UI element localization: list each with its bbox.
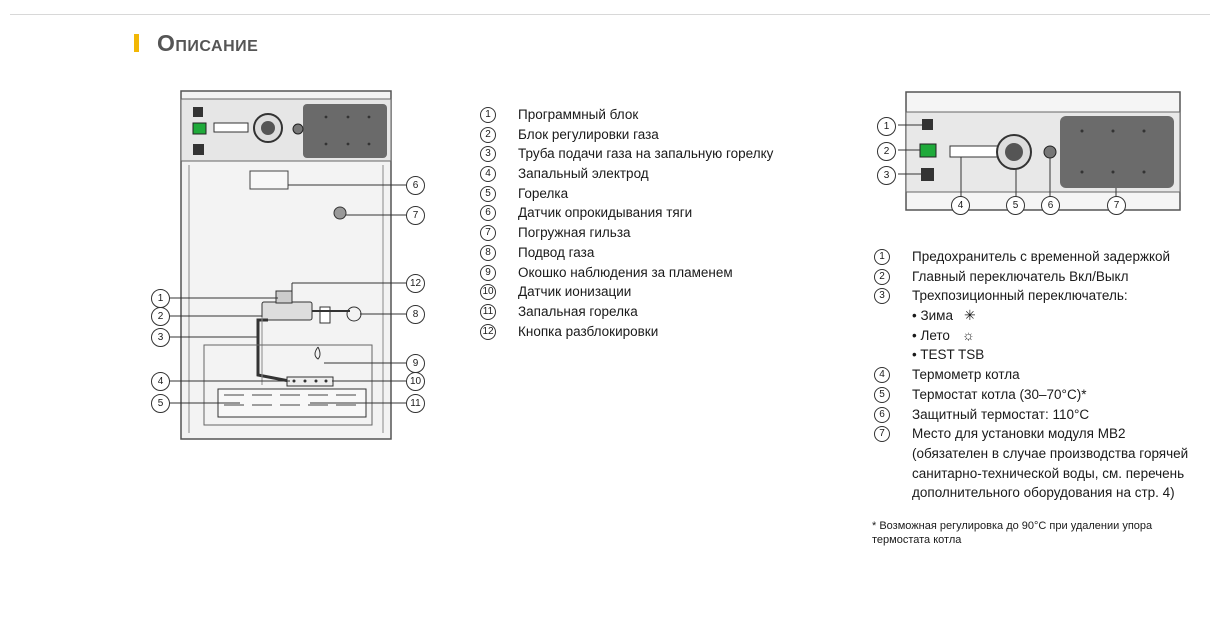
page-title: Описание xyxy=(157,30,259,56)
item-number: 11 xyxy=(480,304,496,320)
item-text: санитарно-технической воды, см. перечень xyxy=(912,465,1185,481)
item-number: 6 xyxy=(874,407,890,423)
item-number: 1 xyxy=(874,249,890,265)
control-panel-diagram xyxy=(870,90,1190,220)
item-number: 5 xyxy=(480,186,496,202)
callout-3: 3 xyxy=(151,328,170,347)
snowflake-icon: ✳ xyxy=(964,307,976,324)
mode-text: • Зима xyxy=(912,308,953,324)
callout-7: 7 xyxy=(1107,196,1126,215)
callout-2: 2 xyxy=(877,142,896,161)
callout-10: 10 xyxy=(406,372,425,391)
item-text: Термостат котла (30–70°C)* xyxy=(912,386,1087,402)
item-number: 6 xyxy=(480,205,496,221)
item-text: Подвод газа xyxy=(518,244,595,260)
item-text: Окошко наблюдения за пламенем xyxy=(518,264,733,280)
item-text: Главный переключатель Вкл/Выкл xyxy=(912,268,1129,284)
item-text: Программный блок xyxy=(518,107,639,122)
callout-11: 11 xyxy=(406,394,425,413)
item-number: 7 xyxy=(874,426,890,442)
callout-1: 1 xyxy=(151,289,170,308)
item-text: Погружная гильза xyxy=(518,225,631,241)
item-number: 3 xyxy=(480,146,496,162)
item-text: Термометр котла xyxy=(912,367,1020,383)
boiler-diagram xyxy=(140,85,440,445)
item-number: 4 xyxy=(480,166,496,182)
top-divider xyxy=(10,14,1210,15)
item-number: 12 xyxy=(480,324,496,340)
item-number: 4 xyxy=(874,367,890,383)
item-number: 1 xyxy=(480,107,496,123)
item-text: Место для установки модуля MB2 xyxy=(912,426,1126,442)
callout-7: 7 xyxy=(406,206,425,225)
item-number: 7 xyxy=(480,225,496,241)
item-text: Датчик ионизации xyxy=(518,284,632,300)
item-text: дополнительного оборудования на стр. 4) xyxy=(912,485,1175,501)
item-text: Запальный электрод xyxy=(518,166,649,182)
mode-text: • Лето xyxy=(912,327,950,343)
item-text: Предохранитель с временной задержкой xyxy=(912,249,1171,264)
callout-6: 6 xyxy=(406,176,425,195)
item-number: 9 xyxy=(480,265,496,281)
callout-4: 4 xyxy=(151,372,170,391)
mode-text: • TEST TSB xyxy=(912,347,985,363)
callout-5: 5 xyxy=(1006,196,1025,215)
callout-3: 3 xyxy=(877,166,896,185)
item-text: Труба подачи газа на запальную горелку xyxy=(518,146,774,162)
item-number: 2 xyxy=(480,127,496,143)
title-accent-bar xyxy=(134,34,139,52)
item-number: 8 xyxy=(480,245,496,261)
item-text: Кнопка разблокировки xyxy=(518,323,659,339)
item-number: 2 xyxy=(874,269,890,285)
callout-6: 6 xyxy=(1041,196,1060,215)
callout-5: 5 xyxy=(151,394,170,413)
item-text: (обязателен в случае производства горячей xyxy=(912,445,1189,461)
callout-12: 12 xyxy=(406,274,425,293)
item-text: Защитный термостат: 110°C xyxy=(912,406,1090,422)
item-number: 5 xyxy=(874,387,890,403)
item-number: 10 xyxy=(480,284,496,300)
callout-4: 4 xyxy=(951,196,970,215)
item-number: 3 xyxy=(874,288,890,304)
item-text: Трехпозиционный переключатель: xyxy=(912,288,1128,304)
item-text: Датчик опрокидывания тяги xyxy=(518,205,693,221)
callout-9: 9 xyxy=(406,354,425,373)
item-text: Запальная горелка xyxy=(518,303,638,319)
callout-8: 8 xyxy=(406,305,425,324)
item-text: Блок регулировки газа xyxy=(518,126,659,142)
callout-2: 2 xyxy=(151,307,170,326)
callout-1: 1 xyxy=(877,117,896,136)
sun-icon: ☼ xyxy=(962,326,975,343)
item-text: Горелка xyxy=(518,185,569,201)
footnote: * Возможная регулировка до 90°C при удалении упора термостата котла xyxy=(872,520,1153,546)
